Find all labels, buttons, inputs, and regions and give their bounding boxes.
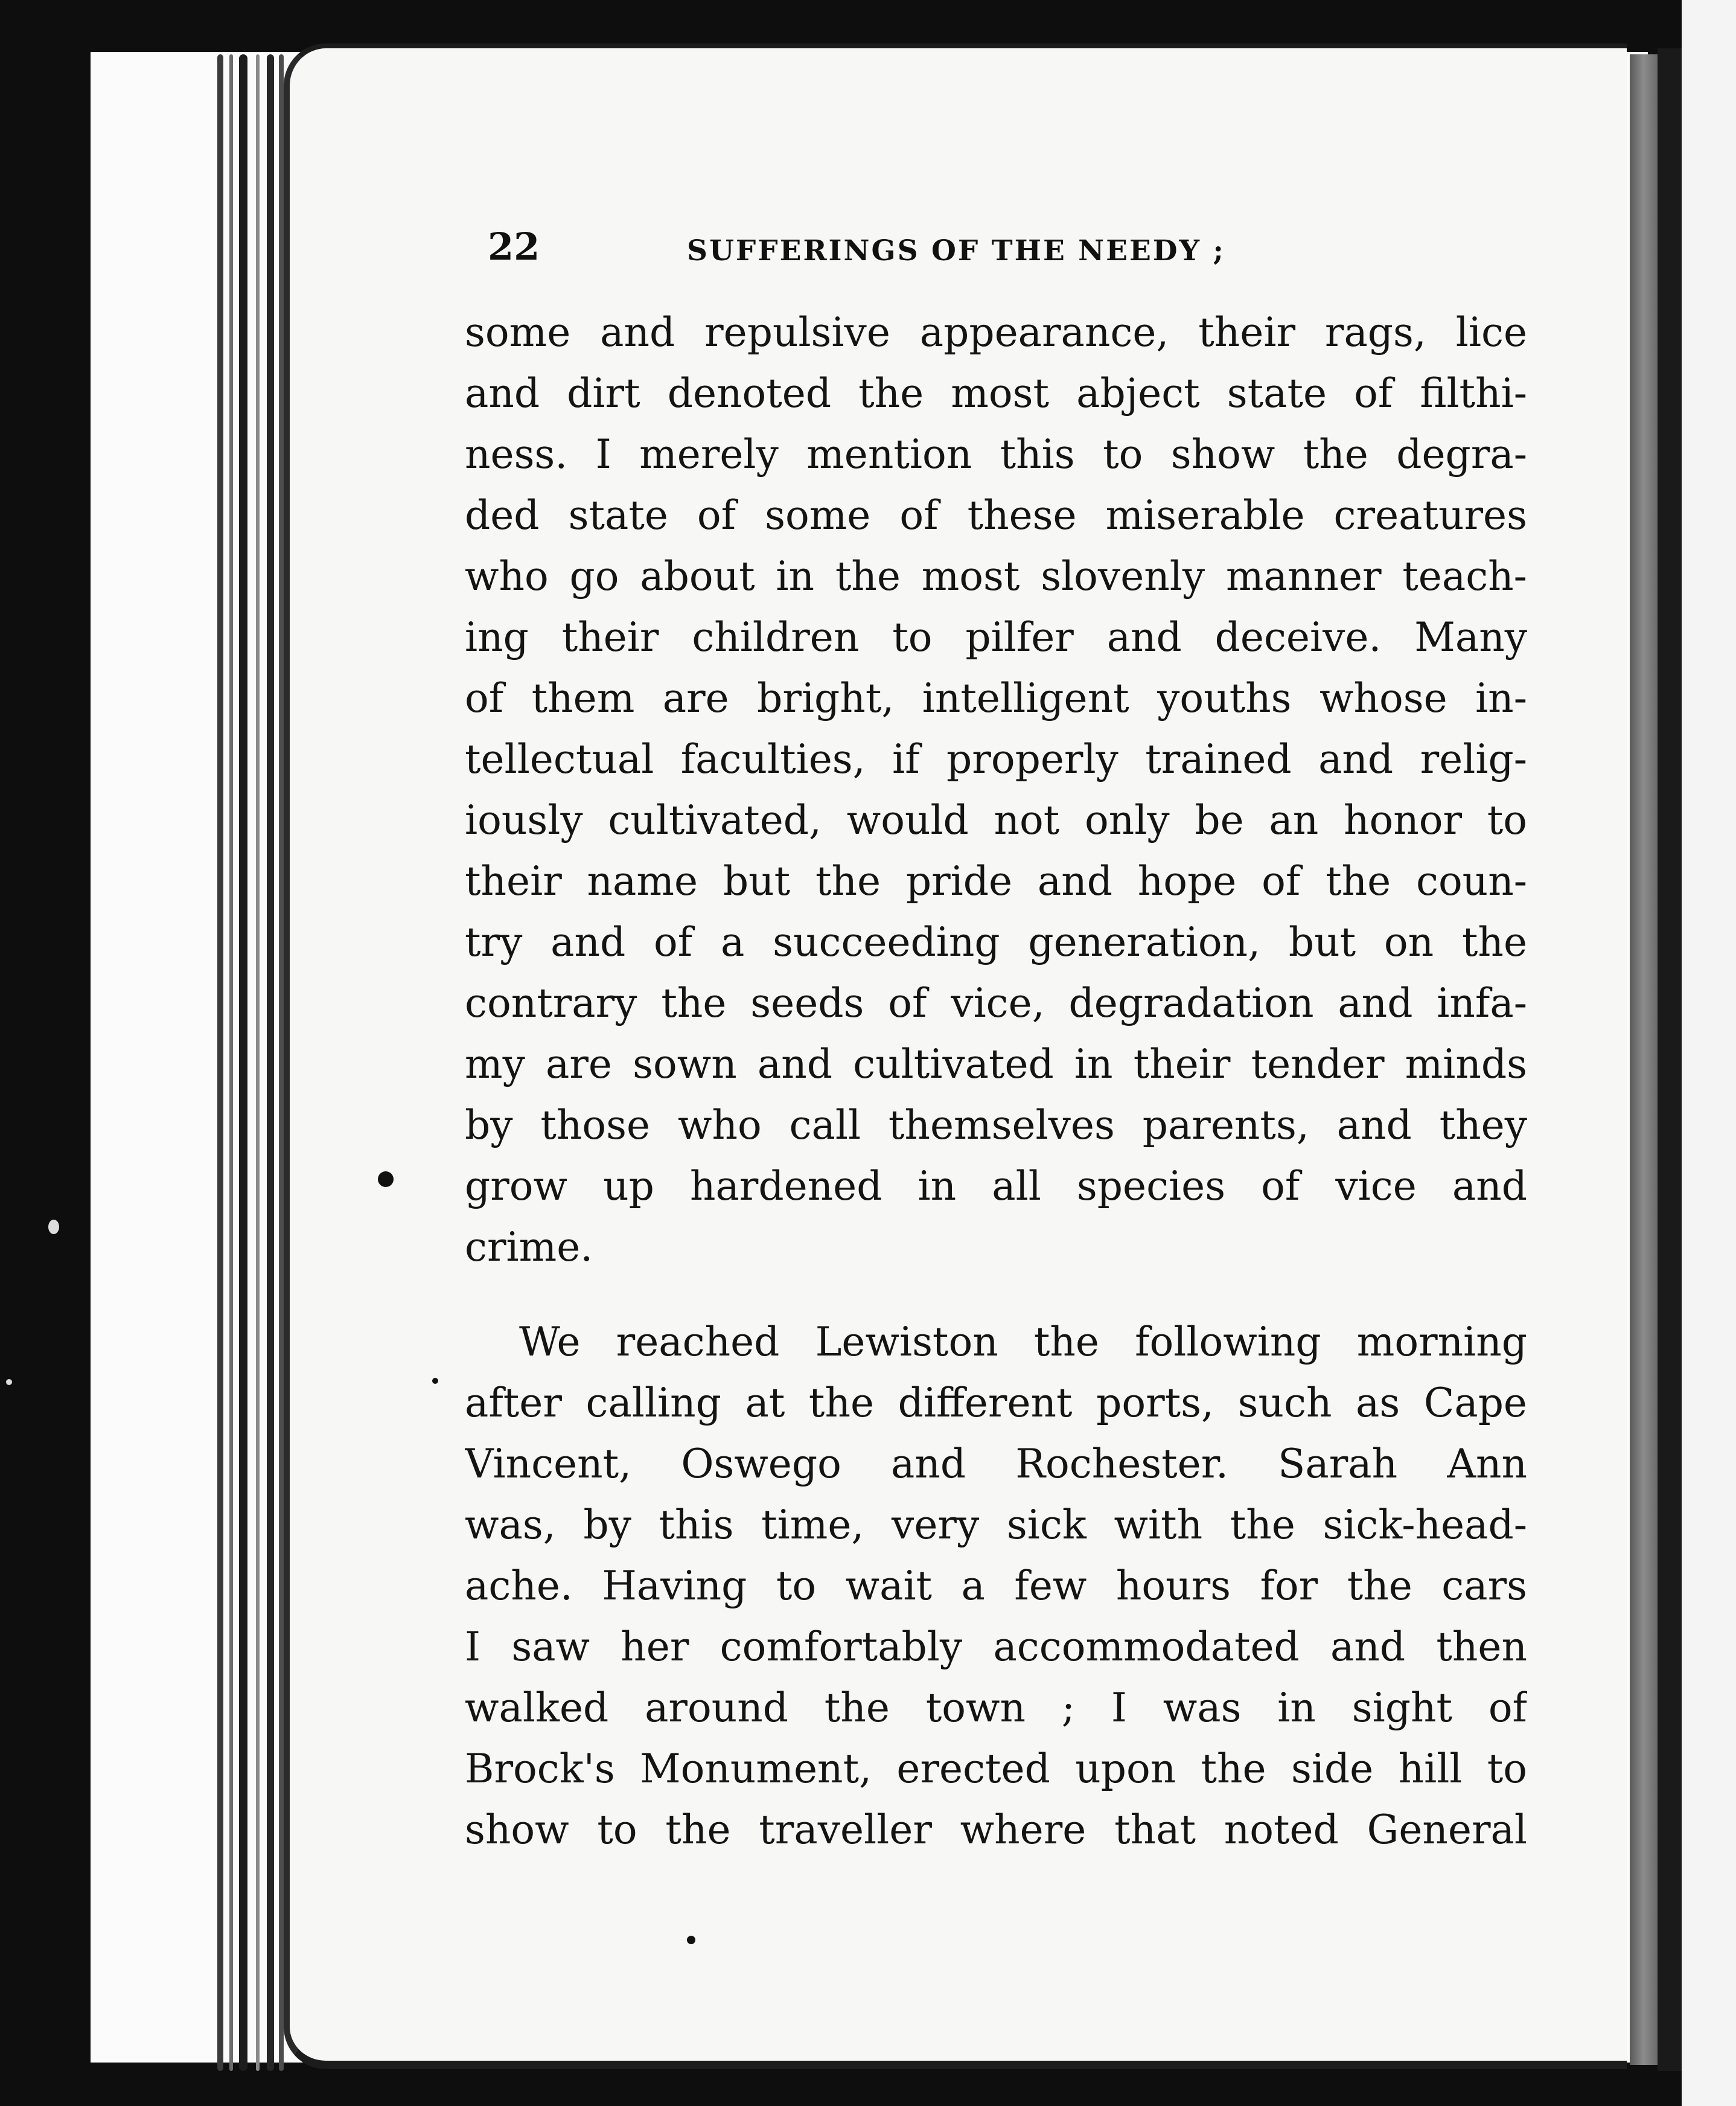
scan-speck: [6, 1379, 12, 1385]
text-line: of them are bright, intelligent youths whose in-: [465, 675, 1527, 722]
text-line: and dirt denoted the most abject state of filthi-: [465, 370, 1527, 417]
text-line: ache. Having to wait a few hours for the cars: [465, 1563, 1527, 1609]
text-line: some and repulsive appearance, their rags, lice: [465, 309, 1527, 356]
text-line: crime.: [465, 1224, 593, 1270]
text-line: I saw her comfortably accommodated and then: [465, 1624, 1527, 1670]
text-line: iously cultivated, would not only be an honor to: [465, 797, 1527, 843]
paragraph: [465, 302, 1527, 1278]
paragraph-gap: [465, 1278, 1527, 1311]
page-edge: [256, 54, 260, 2071]
text-line: who go about in the most slovenly manner teach-: [465, 553, 1527, 600]
text-line: ded state of some of these miserable creatures: [465, 492, 1527, 539]
text-line: Brock's Monument, erected upon the side hill to: [465, 1746, 1527, 1792]
scan-speck: [378, 1171, 394, 1187]
page-edge: [267, 54, 274, 2071]
binding-shadow: [1658, 48, 1682, 2071]
text-line: ing their children to pilfer and deceive. Many: [465, 614, 1527, 661]
text-line: ness. I merely mention this to show the degra-: [465, 431, 1527, 478]
text-line: grow up hardened in all species of vice and: [465, 1163, 1527, 1209]
text-line: We reached Lewiston the following morning: [519, 1319, 1527, 1365]
scan-speck: [48, 1220, 59, 1234]
page-edge: [239, 54, 247, 2071]
page-body: [465, 302, 1527, 1860]
page-header: [488, 219, 1429, 285]
text-line: Vincent, Oswego and Rochester. Sarah Ann: [465, 1441, 1527, 1487]
film-margin: [1682, 0, 1736, 2106]
running-head: SUFFERINGS OF THE NEEDY ;: [687, 234, 1225, 267]
book-spine: [1630, 54, 1658, 2065]
text-line: after calling at the different ports, such as Cape: [465, 1380, 1527, 1426]
text-line: walked around the town ; I was in sight of: [465, 1685, 1527, 1731]
page-edge: [279, 54, 284, 2071]
page-number: 22: [488, 225, 540, 269]
text-line: tellectual faculties, if properly trained and relig-: [465, 736, 1527, 783]
page-edge: [229, 54, 233, 2071]
text-line: by those who call themselves parents, and they: [465, 1102, 1527, 1148]
text-line: their name but the pride and hope of the coun-: [465, 858, 1527, 904]
page-edge: [217, 54, 223, 2071]
text-line: try and of a succeeding generation, but on the: [465, 919, 1527, 965]
text-line: was, by this time, very sick with the sick-head-: [465, 1502, 1527, 1548]
text-line: contrary the seeds of vice, degradation and infa-: [465, 980, 1527, 1026]
text-line: show to the traveller where that noted General: [465, 1807, 1527, 1853]
text-line: my are sown and cultivated in their tender minds: [465, 1041, 1527, 1087]
scan-speck: [687, 1936, 695, 1944]
scan-speck: [432, 1378, 438, 1384]
paragraph: [465, 1311, 1527, 1860]
